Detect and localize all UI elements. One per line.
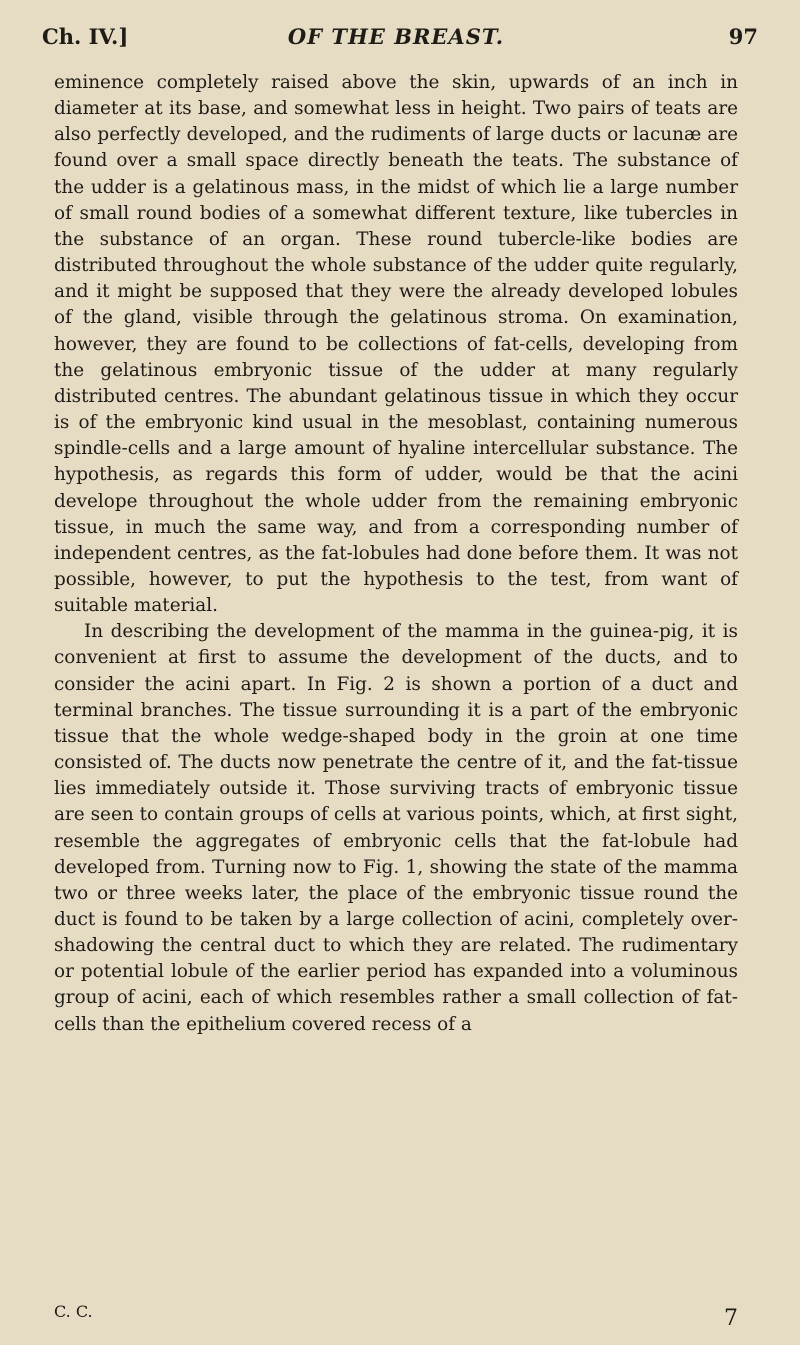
body-text: [54, 70, 738, 1038]
chapter-reference: Ch. IV.]: [42, 24, 129, 49]
running-title: OF THE BREAST.: [287, 24, 505, 49]
page-number: 97: [728, 24, 758, 49]
paragraph-guinea-pig: In describing the development of the mamma in the guinea-pig, it is convenient at first to assume the development of the ducts, and to consider the acini apart. In Fig. 2 is shown a portion of a duct and terminal branches. The tissue surrounding it is a part of the embryonic tissue that the whole wedge-shaped body in the groin at one time consisted of. The ducts now penetrate the centre of it, and the fat-tissue lies immediately outside it. Those surviving tracts of embryonic tissue are seen to contain groups of cells at various points, which, at first sight, resemble the aggregates of embryonic cells that the fat-lobule had developed from. Turning now to Fig. 1, showing the state of the mamma two or three weeks later, the place of the embryonic tissue round the duct is found to be taken by a large collection of acini, completely overshadowing the central duct to which they are related. The rudimentary or potential lobule of the earlier period has expanded into a voluminous group of acini, each of which resembles rather a small collection of fat-cells than the epithelium covered recess of a: [54, 621, 738, 1035]
printer-signature-mark: C. C.: [54, 1302, 93, 1321]
paragraph-continued: eminence completely raised above the skin, upwards of an inch in diameter at its base, and somewhat less in height. Two pairs of teats are also perfectly developed, and the rudiments of large ducts or lacunæ are found over a small space directly beneath the teats. The substance of the udder is a gelatinous mass, in the midst of which lie a large number of small round bodies of a somewhat different texture, like tubercles in the substance of an organ. These round tubercle-like bodies are distributed throughout the whole substance of the udder quite regularly, and it might be supposed that they were the already developed lobules of the gland, visible through the gelatinous stroma. On examination, however, they are found to be collections of fat-cells, developing from the gelatinous embryonic tissue of the udder at many regularly distributed centres. The abundant gelatinous tissue in which they occur is of the embryonic kind usual in the mesoblast, containing numerous spindle-cells and a large amount of hyaline intercellular substance. The hypothesis, as regards this form of udder, would be that the acini develope throughout the whole udder from the remaining embryonic tissue, in much the same way, and from a corresponding number of independent centres, as the fat-lobules had done before them. It was not possible, however, to put the hypothesis to the test, from want of suitable material.: [54, 72, 738, 617]
signature-number: 7: [724, 1306, 738, 1331]
running-head: [42, 18, 758, 56]
